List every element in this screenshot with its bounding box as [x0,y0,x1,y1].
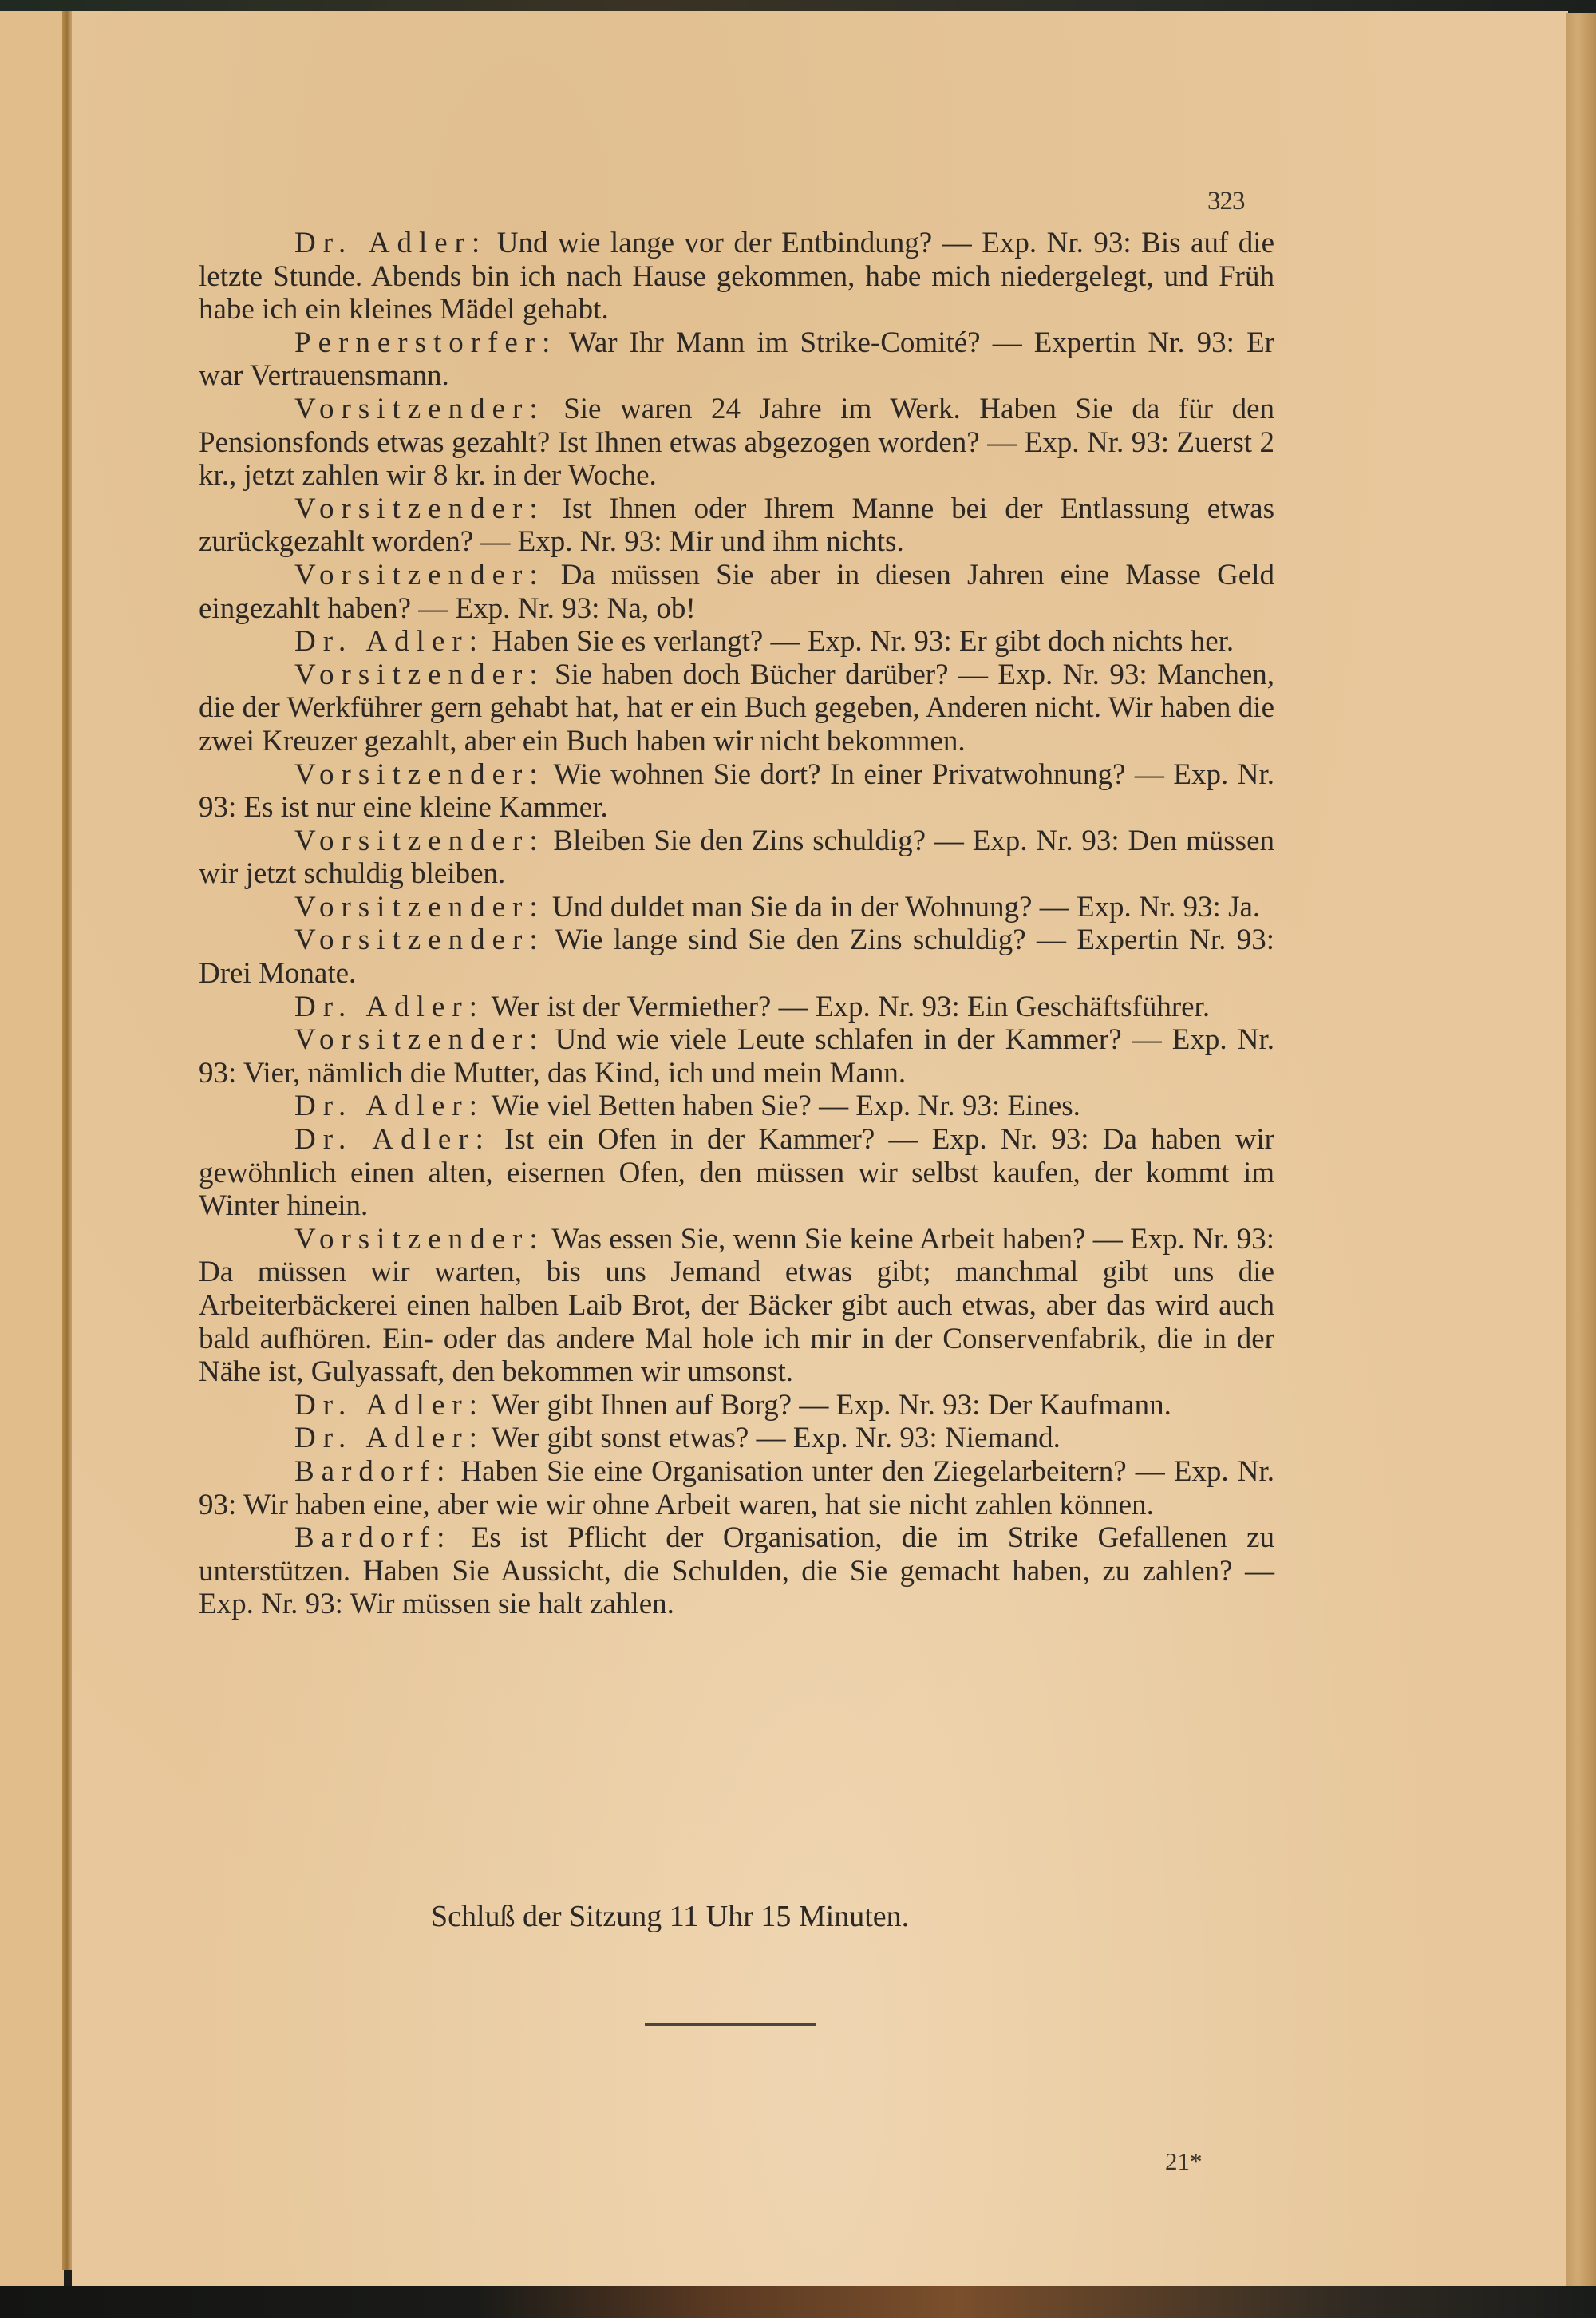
speaker-name: Vorsitzender: [294,924,545,957]
speaker-name: Vorsitzender: [294,824,545,857]
paragraph-text: Wer gibt sonst etwas? — Exp. Nr. 93: Niemand. [484,1422,1061,1455]
speaker-name: Bardorf: [294,1521,452,1555]
speaker-name: Dr. Adler: [294,625,484,659]
paragraph-text: Und wie viele Leute schlafen in der Kammer? — Exp. Nr. 93: Vier, nämlich die Mutter, das Kind, ich und mein Mann. [199,1023,1274,1090]
transcript-paragraph [199,924,1274,990]
transcript-paragraph [199,559,1274,625]
paragraph-text: Und duldet man Sie da in der Wohnung? — Exp. Nr. 93: Ja. [544,890,1261,924]
paragraph-text: Ist ein Ofen in der Kammer? — Exp. Nr. 93: Da haben wir gewöhnlich einen alten, eisernen Ofen, den müssen wir selbst kaufen, der kommt im Winter hinein. [199,1123,1275,1223]
speaker-name: Vorsitzender: [294,758,545,791]
page-stack-edge [1566,13,1596,2296]
paragraph-text: Haben Sie es verlangt? — Exp. Nr. 93: Er gibt doch nichts her. [484,625,1235,659]
speaker-name: Dr. Adler: [294,1388,484,1422]
speaker-name: Vorsitzender: [294,392,545,425]
speaker-name: Dr. Adler: [294,1123,491,1157]
transcript-paragraph [199,1123,1274,1223]
speaker-name: Vorsitzender: [294,558,545,591]
speaker-name: Vorsitzender: [294,1023,545,1057]
paragraph-text: Wer gibt Ihnen auf Borg? — Exp. Nr. 93: Der Kaufmann. [484,1388,1171,1422]
transcript-paragraph [199,1223,1274,1389]
left-page-edge [0,11,64,2286]
transcript-paragraph [199,393,1274,492]
paragraph-text: Wie wohnen Sie dort? In einer Privatwohnung? — Exp. Nr. 93: Es ist nur eine kleine Kammer. [199,758,1274,825]
session-closing-line: Schluß der Sitzung 11 Uhr 15 Minuten. [431,1900,910,1933]
transcript-paragraph [199,492,1274,559]
signature-mark: 21* [1165,2147,1203,2175]
transcript-paragraph [199,1023,1274,1090]
transcript-paragraph [199,991,1274,1024]
book-gutter [62,11,72,2270]
transcript-paragraph [199,227,1274,326]
speaker-name: Vorsitzender: [294,1222,545,1256]
speaker-name: Vorsitzender: [294,492,545,525]
paragraph-text: Bleiben Sie den Zins schuldig? — Exp. Nr. 93: Den müssen wir jetzt schuldig bleiben. [199,824,1274,891]
transcript-paragraph [199,825,1274,891]
section-divider [645,2023,816,2026]
paragraph-text: Sie haben doch Bücher darüber? — Exp. Nr. 93: Manchen, die der Werkführer gern gehabt hat, hat er ein Buch gegeben, Anderen nicht. Wir haben die zwei Kreuzer gezahlt, aber ein Buch haben wir nicht bekommen. [199,658,1274,758]
paragraph-text: Da müssen Sie aber in diesen Jahren eine Masse Geld eingezahlt haben? — Exp. Nr. 93: Na, ob! [199,558,1274,625]
transcript-paragraph [199,1521,1274,1621]
speaker-name: Dr. Adler: [294,227,488,259]
paragraph-text: Was essen Sie, wenn Sie keine Arbeit haben? — Exp. Nr. 93: Da müssen wir warten, bis uns Jemand etwas gibt; manchmal gibt uns die Arbeiterbäckerei einen halben Laib Brot, der Bäcker gibt auch etwas, aber das wird auch bald aufhören. Ein- oder das andere Mal hole ich mir in der Conservenfabrik, die in der Nähe ist, Gulyassaft, den bekommen wir umsonst. [199,1222,1274,1389]
paragraph-text: War Ihr Mann im Strike-Comité? — Expertin Nr. 93: Er war Vertrauensmann. [199,326,1274,393]
speaker-name: Vorsitzender: [294,890,545,924]
paragraph-text: Sie waren 24 Jahre im Werk. Haben Sie da für den Pensionsfonds etwas gezahlt? Ist Ihnen etwas abgezogen worden? — Exp. Nr. 93: Zuerst 2 kr., jetzt zahlen wir 8 kr. in der Woche. [199,392,1274,492]
transcript-paragraph [199,659,1274,758]
speaker-name: Dr. Adler: [294,1090,484,1123]
paragraph-text: Wie lange sind Sie den Zins schuldig? — Expertin Nr. 93: Drei Monate. [199,924,1274,991]
transcript-paragraph [199,1389,1274,1422]
paragraph-text: Ist Ihnen oder Ihrem Manne bei der Entlassung etwas zurückgezahlt worden? — Exp. Nr. 93: Mir und ihm nichts. [199,492,1274,559]
paragraph-text: Und wie lange vor der Entbindung? — Exp. Nr. 93: Bis auf die letzte Stunde. Abends bin ich nach Hause gekommen, habe mich niedergelegt, und Früh habe ich ein kleines Mädel gehabt. [199,227,1274,326]
transcript-paragraph [199,891,1274,924]
speaker-name: Dr. Adler: [294,1422,484,1455]
transcript-paragraph [199,326,1274,393]
page-number: 323 [1207,187,1245,216]
transcript-paragraph [199,625,1274,659]
speaker-name: Pernerstorfer: [294,326,558,359]
paragraph-text: Wie viel Betten haben Sie? — Exp. Nr. 93: Eines. [484,1090,1080,1123]
paragraph-text: Es ist Pflicht der Organisation, die im Strike Gefallenen zu unterstützen. Haben Sie Aussicht, die Schulden, die Sie gemacht haben, zu zahlen? — Exp. Nr. 93: Wir müssen sie halt zahlen. [199,1521,1274,1621]
paragraph-text: Wer ist der Vermiether? — Exp. Nr. 93: Ein Geschäftsführer. [484,990,1211,1023]
transcript-body [199,227,1274,1621]
book-binding-bottom [0,2286,1596,2318]
speaker-name: Bardorf: [294,1454,452,1488]
transcript-paragraph [199,1455,1274,1521]
transcript-paragraph [199,758,1274,825]
speaker-name: Vorsitzender: [294,658,545,691]
transcript-paragraph [199,1090,1274,1123]
speaker-name: Dr. Adler: [294,990,484,1023]
paragraph-text: Haben Sie eine Organisation unter den Ziegelarbeitern? — Exp. Nr. 93: Wir haben eine, aber wie wir ohne Arbeit waren, hat sie nicht zahlen können. [199,1454,1274,1521]
transcript-paragraph [199,1422,1274,1455]
